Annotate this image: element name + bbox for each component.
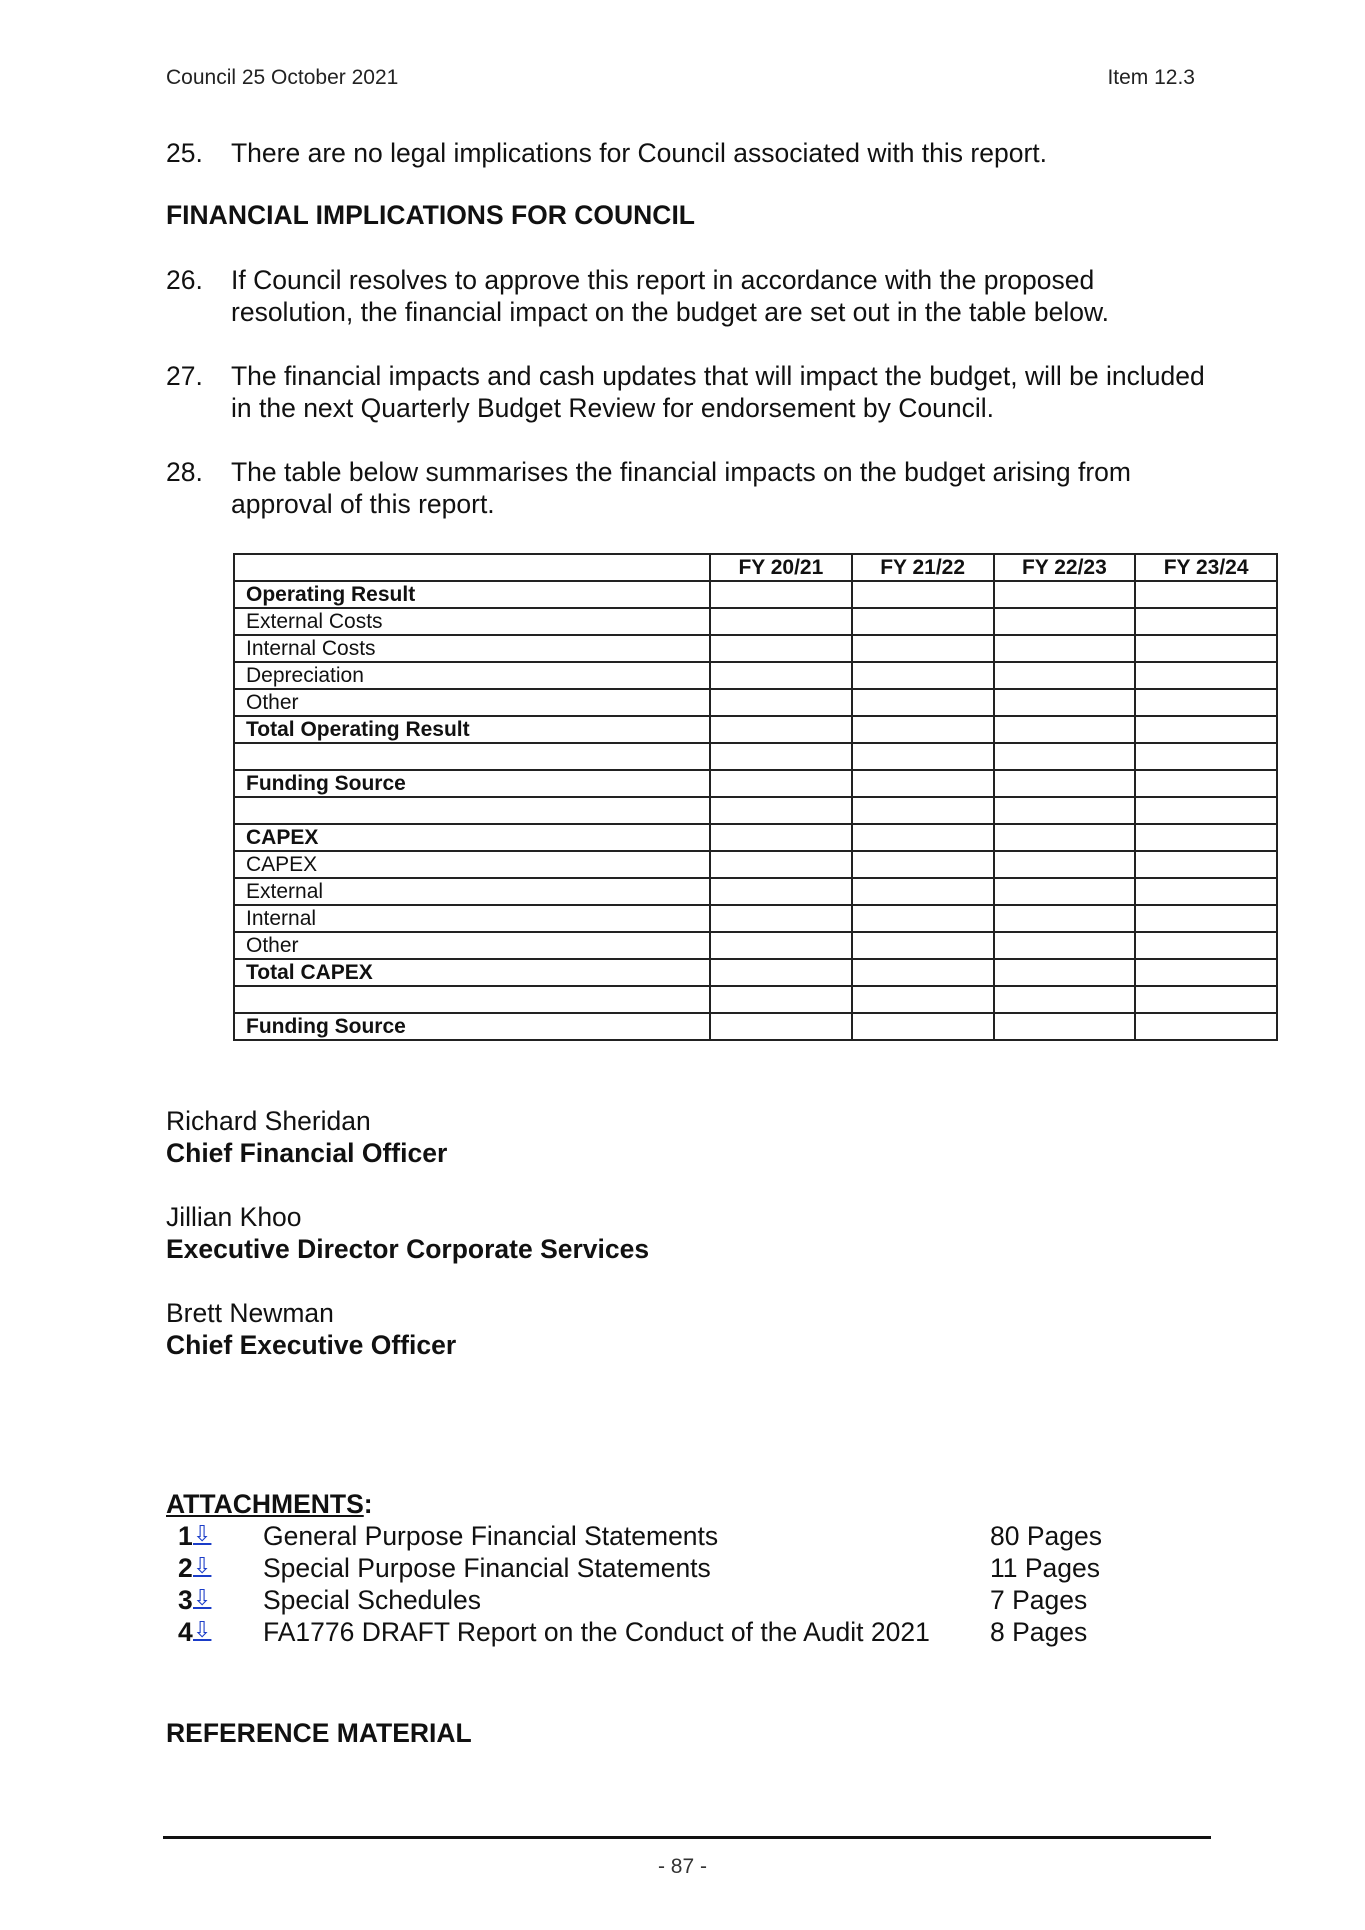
row-label: Funding Source [234, 1013, 710, 1040]
table-cell [1135, 1013, 1277, 1040]
table-cell [852, 851, 994, 878]
table-cell [710, 824, 852, 851]
table-row [234, 662, 1277, 689]
row-label: Internal [234, 905, 710, 932]
table-cell [852, 905, 994, 932]
table-cell [852, 770, 994, 797]
column-header-fy2223: FY 22/23 [994, 554, 1136, 581]
signatory-title: Chief Financial Officer [166, 1138, 448, 1168]
table-cell [710, 581, 852, 608]
table-cell [710, 743, 852, 770]
table-cell [852, 959, 994, 986]
paragraph-number: 26. [166, 265, 203, 295]
table-cell [994, 878, 1136, 905]
column-header-label [234, 554, 710, 581]
attachment-item [166, 1617, 1166, 1649]
table-row [234, 716, 1277, 743]
table-cell [710, 1013, 852, 1040]
row-label [234, 743, 710, 770]
table-cell [1135, 932, 1277, 959]
table-cell [710, 959, 852, 986]
signatory-cfo [166, 1105, 447, 1169]
table-row [234, 824, 1277, 851]
row-label: CAPEX [234, 851, 710, 878]
table-cell [852, 743, 994, 770]
signatory-name: Jillian Khoo [166, 1202, 302, 1232]
table-row [234, 635, 1277, 662]
page-number: - 87 - [657, 1855, 707, 1878]
table-cell [1135, 878, 1277, 905]
table-row [234, 689, 1277, 716]
table-cell [710, 878, 852, 905]
table-cell [710, 662, 852, 689]
table-row [234, 851, 1277, 878]
paragraph-25 [166, 137, 1206, 169]
paragraph-text: The financial impacts and cash updates that will impact the budget, will be included in the next Quarterly Budget Review for endorsement by Council. [231, 361, 1205, 423]
table-cell [994, 797, 1136, 824]
signatory-title: Executive Director Corporate Services [166, 1234, 650, 1264]
table-cell [994, 1013, 1136, 1040]
row-label: Funding Source [234, 770, 710, 797]
table-row [234, 743, 1277, 770]
row-label: Operating Result [234, 581, 710, 608]
signatory-name: Brett Newman [166, 1298, 334, 1328]
attachment-item [166, 1585, 1166, 1617]
download-arrow-icon[interactable]: ⇩ [193, 1617, 212, 1642]
paragraph-text: If Council resolves to approve this report in accordance with the proposed resolution, the financial impact on the budget are set out in the table below. [231, 265, 1110, 327]
table-cell [994, 716, 1136, 743]
row-label: External [234, 878, 710, 905]
row-label: Other [234, 932, 710, 959]
paragraph-28 [166, 456, 1206, 520]
table-cell [1135, 905, 1277, 932]
table-cell [994, 851, 1136, 878]
table-cell [1135, 824, 1277, 851]
column-header-fy2021: FY 20/21 [710, 554, 852, 581]
financial-impact-table [233, 553, 1278, 1041]
table-cell [994, 635, 1136, 662]
table-cell [994, 932, 1136, 959]
table-cell [710, 635, 852, 662]
table-cell [1135, 608, 1277, 635]
table-cell [852, 716, 994, 743]
row-label: Other [234, 689, 710, 716]
footer-divider [163, 1836, 1211, 1839]
table-cell [852, 797, 994, 824]
table-cell [710, 905, 852, 932]
table-cell [994, 959, 1136, 986]
attachments-heading: ATTACHMENTS: [166, 1489, 373, 1519]
attachment-pages: 7 Pages [990, 1585, 1088, 1615]
table-cell [994, 689, 1136, 716]
table-cell [1135, 743, 1277, 770]
paragraph-27 [166, 360, 1206, 424]
reference-material-heading: REFERENCE MATERIAL [166, 1718, 472, 1748]
attachment-number: 3 [178, 1585, 193, 1615]
table-cell [1135, 797, 1277, 824]
row-label [234, 986, 710, 1013]
table-cell [710, 851, 852, 878]
signatory-title: Chief Executive Officer [166, 1330, 457, 1360]
table-cell [994, 743, 1136, 770]
table-cell [710, 986, 852, 1013]
table-cell [852, 878, 994, 905]
attachment-title: FA1776 DRAFT Report on the Conduct of the Audit 2021 [263, 1617, 930, 1647]
row-label: Depreciation [234, 662, 710, 689]
table-row [234, 932, 1277, 959]
table-row [234, 986, 1277, 1013]
table-cell [994, 770, 1136, 797]
table-cell [852, 608, 994, 635]
table-row [234, 797, 1277, 824]
table-cell [1135, 959, 1277, 986]
header-meeting-date: Council 25 October 2021 [166, 66, 399, 89]
table-row [234, 905, 1277, 932]
table-cell [852, 824, 994, 851]
table-cell [994, 608, 1136, 635]
attachment-title: General Purpose Financial Statements [263, 1521, 719, 1551]
attachment-item [166, 1521, 1166, 1553]
download-arrow-icon[interactable]: ⇩ [193, 1553, 212, 1578]
signatory-name: Richard Sheridan [166, 1106, 371, 1136]
paragraph-number: 27. [166, 361, 203, 391]
table-cell [710, 797, 852, 824]
table-cell [1135, 635, 1277, 662]
table-cell [710, 689, 852, 716]
table-cell [1135, 662, 1277, 689]
table-row [234, 959, 1277, 986]
table-cell [710, 608, 852, 635]
attachment-number: 2 [178, 1553, 193, 1583]
table-row [234, 1013, 1277, 1040]
table-cell [994, 581, 1136, 608]
column-header-fy2324: FY 23/24 [1135, 554, 1277, 581]
signatory-executive-director [166, 1201, 649, 1265]
row-label [234, 797, 710, 824]
paragraph-text: The table below summarises the financial impacts on the budget arising from approval of this report. [231, 457, 1131, 519]
attachment-pages: 80 Pages [990, 1521, 1102, 1551]
download-arrow-icon[interactable]: ⇩ [193, 1521, 212, 1546]
table-header-row [234, 554, 1277, 581]
table-cell [994, 905, 1136, 932]
table-cell [1135, 581, 1277, 608]
table-cell [852, 581, 994, 608]
table-cell [710, 770, 852, 797]
table-cell [994, 662, 1136, 689]
signatory-ceo [166, 1297, 456, 1361]
paragraph-text: There are no legal implications for Council associated with this report. [231, 138, 1048, 168]
table-cell [852, 662, 994, 689]
row-label: Internal Costs [234, 635, 710, 662]
table-cell [994, 824, 1136, 851]
table-cell [1135, 851, 1277, 878]
paragraph-number: 25. [166, 138, 203, 168]
table-row [234, 878, 1277, 905]
header-item-number: Item 12.3 [1107, 66, 1195, 89]
row-label: Total CAPEX [234, 959, 710, 986]
row-label: CAPEX [234, 824, 710, 851]
paragraph-26 [166, 264, 1206, 328]
attachment-title: Special Purpose Financial Statements [263, 1553, 711, 1583]
table-row [234, 608, 1277, 635]
attachment-title: Special Schedules [263, 1585, 482, 1615]
attachment-pages: 11 Pages [990, 1553, 1101, 1583]
table-cell [1135, 986, 1277, 1013]
table-cell [852, 986, 994, 1013]
table-cell [710, 716, 852, 743]
attachment-item [166, 1553, 1166, 1585]
column-header-fy2122: FY 21/22 [852, 554, 994, 581]
table-cell [710, 932, 852, 959]
table-row [234, 581, 1277, 608]
table-cell [852, 1013, 994, 1040]
section-heading-financial: FINANCIAL IMPLICATIONS FOR COUNCIL [166, 200, 695, 230]
attachment-number: 1 [178, 1521, 193, 1551]
table-cell [1135, 770, 1277, 797]
row-label: Total Operating Result [234, 716, 710, 743]
table-cell [1135, 716, 1277, 743]
attachment-number: 4 [178, 1617, 193, 1647]
table-cell [1135, 689, 1277, 716]
attachment-pages: 8 Pages [990, 1617, 1088, 1647]
table-row [234, 770, 1277, 797]
download-arrow-icon[interactable]: ⇩ [193, 1585, 212, 1610]
table-cell [852, 689, 994, 716]
row-label: External Costs [234, 608, 710, 635]
table-cell [852, 932, 994, 959]
paragraph-number: 28. [166, 457, 203, 487]
table-cell [994, 986, 1136, 1013]
table-cell [852, 635, 994, 662]
